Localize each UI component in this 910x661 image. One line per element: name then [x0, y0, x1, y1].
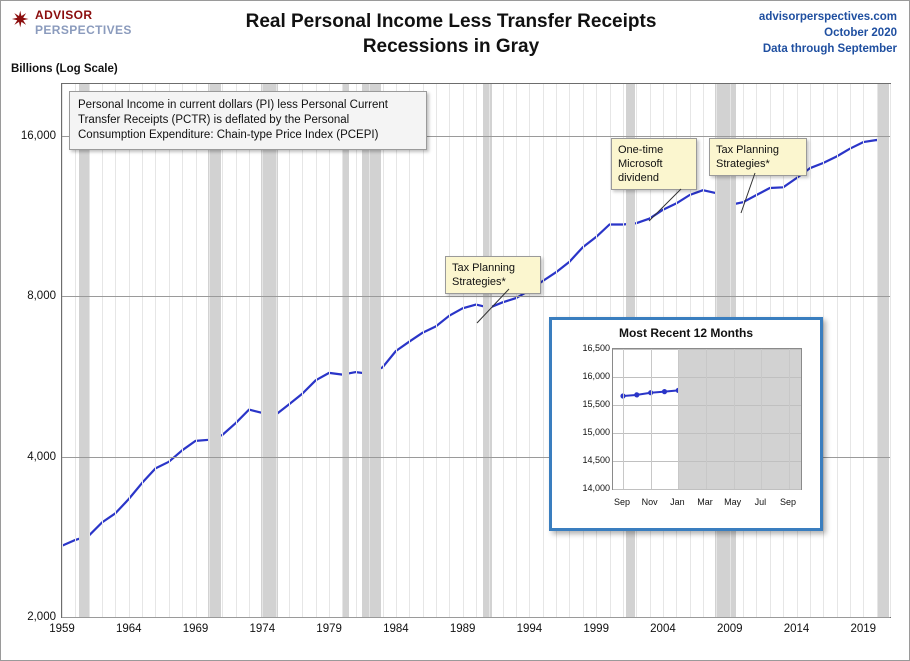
callout-microsoft-dividend: One-time Microsoft dividend	[611, 138, 697, 190]
gridline-vertical-minor	[409, 84, 410, 617]
inset-x-tick-label: Sep	[779, 497, 797, 507]
y-axis-label: Billions (Log Scale)	[11, 63, 118, 75]
inset-x-tick-label: Jan	[670, 497, 685, 507]
gridline-vertical-minor	[463, 84, 464, 617]
x-tick-label: 1959	[49, 623, 75, 635]
gridline-vertical-minor	[543, 84, 544, 617]
source-site: advisorperspectives.com	[758, 11, 897, 23]
page-title	[171, 9, 731, 59]
logo-line2: PERSPECTIVES	[35, 23, 132, 37]
gridline-vertical-minor	[249, 84, 250, 617]
gridline-vertical-minor	[396, 84, 397, 617]
inset-x-tick-label: Nov	[641, 497, 658, 507]
inset-x-tick-label: Sep	[613, 497, 631, 507]
y-tick-label: 2,000	[27, 611, 56, 623]
x-tick-label: 2009	[716, 623, 743, 635]
logo-line1: ADVISOR	[35, 8, 93, 22]
data-through: Data through September	[762, 43, 897, 55]
inset-gridline	[613, 377, 801, 378]
inset-gridline-vertical	[734, 349, 735, 489]
x-tick-label: 1969	[182, 623, 209, 635]
gridline-vertical-minor	[182, 84, 183, 617]
gridline-vertical-minor	[863, 84, 864, 617]
gridline-vertical-minor	[302, 84, 303, 617]
gridline-vertical-minor	[169, 84, 170, 617]
inset-gridline-vertical	[678, 349, 679, 489]
gridline-horizontal	[62, 617, 890, 618]
inset-y-tick-label: 16,000	[582, 371, 610, 381]
gridline-vertical-minor	[129, 84, 130, 617]
gridline-vertical-minor	[449, 84, 450, 617]
gridline-vertical-minor	[383, 84, 384, 617]
callout-leader-line-2	[645, 189, 685, 223]
inset-gridline-vertical	[706, 349, 707, 489]
gridline-vertical-minor	[489, 84, 490, 617]
gridline-vertical-minor	[196, 84, 197, 617]
inset-gridline	[613, 489, 801, 490]
gridline-vertical-minor	[289, 84, 290, 617]
gridline-vertical-minor	[155, 84, 156, 617]
inset-gridline-vertical	[789, 349, 790, 489]
gridline-vertical-minor	[142, 84, 143, 617]
gridline-vertical-minor	[75, 84, 76, 617]
inset-x-tick-label: Mar	[697, 497, 713, 507]
gridline-vertical-minor	[62, 84, 63, 617]
gridline-vertical-minor	[423, 84, 424, 617]
inset-gridline	[613, 461, 801, 462]
callout-leader-line-3	[739, 173, 763, 215]
star-icon: ✷	[11, 7, 30, 32]
x-tick-label: 2014	[783, 623, 810, 635]
gridline-vertical-minor	[209, 84, 210, 617]
x-tick-label: 1999	[583, 623, 609, 635]
title-line-2: Recessions in Gray	[362, 36, 540, 57]
x-tick-label: 1974	[249, 623, 276, 635]
gridline-vertical-minor	[356, 84, 357, 617]
gridline-vertical-minor	[436, 84, 437, 617]
inset-gridline-vertical	[623, 349, 624, 489]
callout-tax-planning-1: Tax Planning Strategies*	[445, 256, 541, 294]
gridline-vertical-minor	[329, 84, 330, 617]
x-tick-label: 1984	[383, 623, 409, 635]
inset-gridline	[613, 349, 801, 350]
inset-gridline-vertical	[761, 349, 762, 489]
recession-band	[483, 84, 492, 617]
x-tick-label: 1964	[115, 623, 142, 635]
gridline-vertical-minor	[369, 84, 370, 617]
y-tick-label: 16,000	[20, 129, 56, 142]
inset-gridline	[613, 433, 801, 434]
y-tick-label: 8,000	[27, 290, 56, 303]
inset-x-tick-label: May	[724, 497, 742, 507]
inset-shaded-band	[678, 349, 801, 489]
callout-tax-planning-2: Tax Planning Strategies*	[709, 138, 807, 176]
callout-leader-line-1	[471, 289, 511, 325]
gridline-vertical-minor	[236, 84, 237, 617]
gridline-vertical-minor	[837, 84, 838, 617]
x-tick-label: 1979	[316, 623, 342, 635]
source-meta	[759, 9, 897, 57]
inset-y-tick-label: 16,500	[582, 343, 610, 353]
gridline-vertical-minor	[503, 84, 504, 617]
inset-y-tick-label: 14,500	[582, 455, 610, 465]
gridline-vertical-minor	[529, 84, 530, 617]
inset-title: Most Recent 12 Months	[618, 326, 753, 340]
methodology-note: Personal Income in current dollars (PI) less Personal Current Transfer Receipts (PCTR) is deflated by the Personal Consumption Expenditure: Chain-type Price Index (PCEPI)	[69, 91, 427, 150]
gridline-vertical-minor	[316, 84, 317, 617]
gridline-vertical-minor	[89, 84, 90, 617]
inset-y-tick-label: 14,000	[582, 483, 610, 493]
gridline-vertical-minor	[342, 84, 343, 617]
inset-y-tick-label: 15,500	[582, 399, 610, 409]
gridline-vertical-minor	[516, 84, 517, 617]
inset-chart	[549, 317, 823, 531]
gridline-vertical-minor	[476, 84, 477, 617]
gridline-vertical-minor	[115, 84, 116, 617]
recession-band	[342, 84, 349, 617]
inset-gridline-vertical	[651, 349, 652, 489]
inset-gridline	[613, 405, 801, 406]
y-tick-label: 4,000	[27, 450, 56, 463]
gridline-vertical-minor	[262, 84, 263, 617]
gridline-vertical-minor	[276, 84, 277, 617]
x-tick-label: 1994	[516, 623, 543, 635]
inset-plot-area	[612, 348, 802, 490]
gridline-vertical-minor	[222, 84, 223, 617]
recession-band	[362, 84, 381, 617]
x-tick-label: 2019	[850, 623, 877, 635]
x-tick-label: 2004	[650, 623, 676, 635]
gridline-vertical-minor	[850, 84, 851, 617]
advisor-perspectives-logo	[11, 7, 161, 41]
gridline-vertical-minor	[823, 84, 824, 617]
gridline-vertical-minor	[877, 84, 878, 617]
inset-x-tick-label: Jul	[754, 497, 767, 507]
recession-band	[878, 84, 889, 617]
gridline-vertical-minor	[102, 84, 103, 617]
x-tick-label: 1989	[449, 623, 476, 635]
inset-y-tick-label: 15,000	[582, 427, 610, 437]
publish-date: October 2020	[824, 27, 897, 39]
title-line-1: Real Personal Income Less Transfer Receipts	[245, 11, 657, 32]
gridline-vertical-minor	[890, 84, 891, 617]
